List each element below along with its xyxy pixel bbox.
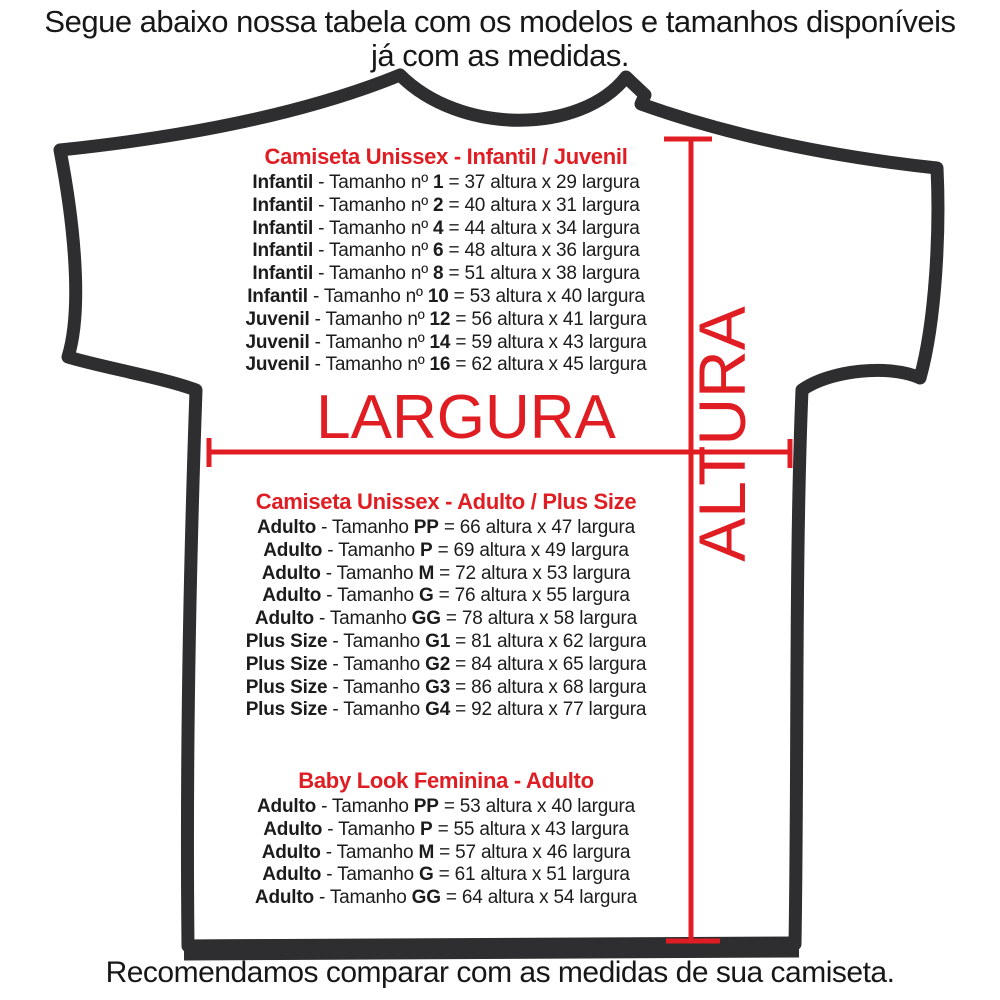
size-row: Infantil - Tamanho nº 10 = 53 altura x 40 largura <box>247 285 645 307</box>
size-row: Adulto - Tamanho M = 72 altura x 53 largura <box>261 562 631 584</box>
size-row: Adulto - Tamanho P = 69 altura x 49 largura <box>263 539 629 561</box>
size-row: Adulto - Tamanho P = 55 altura x 43 largura <box>263 818 629 840</box>
size-row: Adulto - Tamanho GG = 78 altura x 58 largura <box>254 608 638 630</box>
altura-label: ALTURA <box>685 306 759 562</box>
footer-text: Recomendamos comparar com as medidas de sua camiseta. <box>105 956 895 989</box>
size-row: Plus Size - Tamanho G3 = 86 altura x 68 largura <box>245 676 647 698</box>
section-adulto-plus-size <box>181 489 711 722</box>
size-rows <box>181 172 711 377</box>
size-rows <box>181 796 711 910</box>
size-row: Adulto - Tamanho M = 57 altura x 46 largura <box>261 841 631 863</box>
size-rows <box>181 517 711 722</box>
size-row: Juvenil - Tamanho nº 12 = 56 altura x 41 largura <box>245 308 647 330</box>
section-title: Baby Look Feminina - Adulto <box>298 768 594 793</box>
size-row: Plus Size - Tamanho G2 = 84 altura x 65 largura <box>245 653 647 675</box>
size-row: Adulto - Tamanho G = 61 altura x 51 largura <box>262 864 630 886</box>
size-row: Adulto - Tamanho G = 76 altura x 55 largura <box>262 585 630 607</box>
size-row: Infantil - Tamanho nº 2 = 40 altura x 31 largura <box>252 194 640 216</box>
section-infantil-juvenil <box>181 144 711 377</box>
section-title: Camiseta Unissex - Adulto / Plus Size <box>255 489 637 514</box>
size-row: Juvenil - Tamanho nº 16 = 62 altura x 45 largura <box>245 354 647 376</box>
size-row: Plus Size - Tamanho G4 = 92 altura x 77 largura <box>245 699 647 721</box>
header-line-1: Segue abaixo nossa tabela com os modelos e tamanhos disponíveis <box>44 4 956 39</box>
size-row: Infantil - Tamanho nº 4 = 44 altura x 34 largura <box>252 217 640 239</box>
size-row: Infantil - Tamanho nº 6 = 48 altura x 36 largura <box>252 240 640 262</box>
section-baby-look <box>181 768 711 910</box>
size-row: Juvenil - Tamanho nº 14 = 59 altura x 43 largura <box>245 331 647 353</box>
size-row: Adulto - Tamanho PP = 53 altura x 40 largura <box>257 796 635 817</box>
section-title: Camiseta Unissex - Infantil / Juvenil <box>264 144 628 169</box>
size-row: Plus Size - Tamanho G1 = 81 altura x 62 largura <box>245 630 647 652</box>
size-row: Infantil - Tamanho nº 8 = 51 altura x 38 largura <box>252 263 640 285</box>
tshirt-hem <box>184 947 799 950</box>
size-row: Adulto - Tamanho PP = 66 altura x 47 largura <box>257 517 635 538</box>
size-row: Adulto - Tamanho GG = 64 altura x 54 largura <box>254 887 638 909</box>
largura-label: LARGURA <box>316 383 616 452</box>
header-line-2: já com as medidas. <box>370 38 630 73</box>
size-row: Infantil - Tamanho nº 1 = 37 altura x 29 largura <box>252 172 640 193</box>
